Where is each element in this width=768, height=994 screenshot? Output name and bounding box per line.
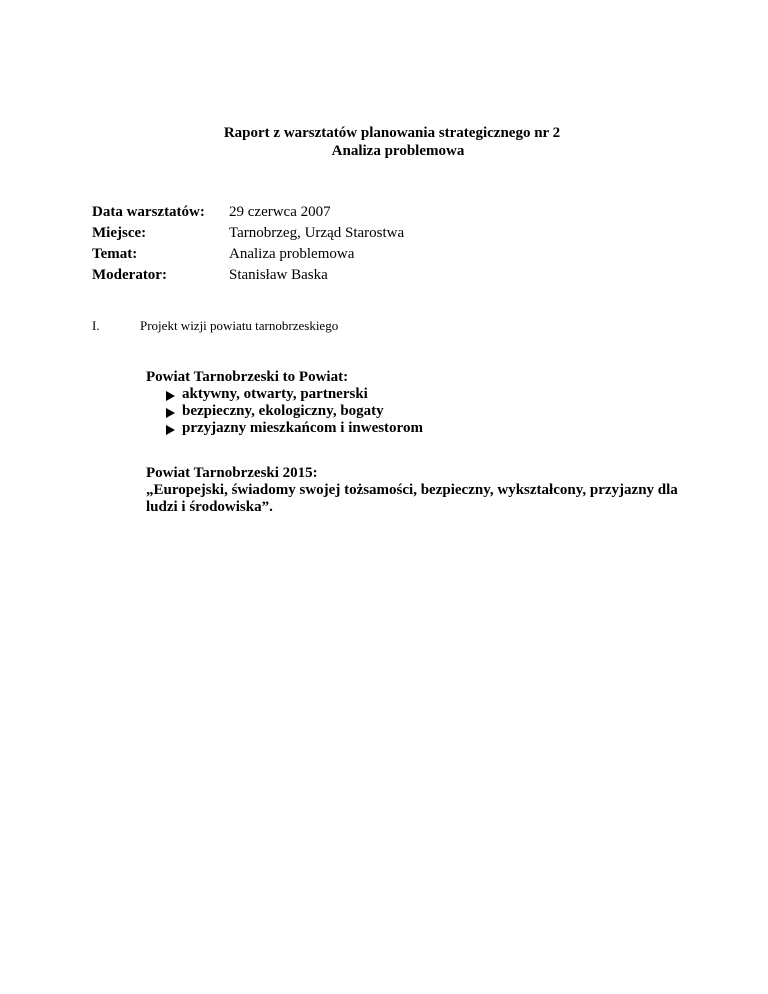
workshop-details — [92, 202, 404, 286]
title-line-2: Analiza problemowa — [331, 143, 465, 159]
meta-label-moderator: Moderator: — [92, 267, 167, 283]
title-line-1: Raport z warsztatów planowania strategicznego nr 2 — [223, 125, 561, 141]
meta-label-place: Miejsce: — [92, 225, 147, 241]
bullet-text: przyjazny mieszkańcom i inwestorom — [182, 420, 423, 436]
meta-label-topic: Temat: — [92, 246, 138, 262]
arrow-bullet-icon — [166, 408, 175, 418]
vision-2015-heading: Powiat Tarnobrzeski 2015: — [146, 465, 318, 481]
meta-row-moderator — [92, 265, 404, 286]
vision-2015-text: „Europejski, świadomy swojej tożsamości, bezpieczny, wykształcony, przyjazny dla ludzi i środowiska”. — [146, 482, 678, 515]
meta-value-place: Tarnobrzeg, Urząd Starostwa — [229, 225, 405, 241]
vision-block — [146, 369, 423, 437]
section-heading — [92, 318, 338, 334]
meta-row-topic — [92, 244, 404, 265]
meta-value-topic: Analiza problemowa — [229, 246, 355, 262]
list-item — [166, 403, 423, 420]
arrow-bullet-icon — [166, 391, 175, 401]
bullet-text: bezpieczny, ekologiczny, bogaty — [182, 403, 384, 419]
list-item — [166, 420, 423, 437]
arrow-bullet-icon — [166, 425, 175, 435]
vision-2015-block — [146, 465, 706, 516]
meta-label-date: Data warsztatów: — [92, 204, 205, 220]
bullet-text: aktywny, otwarty, partnerski — [182, 386, 368, 402]
list-item — [166, 386, 423, 403]
meta-value-moderator: Stanisław Baska — [229, 267, 328, 283]
section-title: Projekt wizji powiatu tarnobrzeskiego — [140, 318, 339, 333]
document-title — [0, 124, 768, 160]
vision-heading: Powiat Tarnobrzeski to Powiat: — [146, 369, 349, 385]
section-number: I. — [92, 318, 100, 333]
meta-row-place — [92, 223, 404, 244]
meta-row-date — [92, 202, 404, 223]
vision-bullet-list — [146, 386, 423, 437]
meta-value-date: 29 czerwca 2007 — [229, 204, 331, 220]
